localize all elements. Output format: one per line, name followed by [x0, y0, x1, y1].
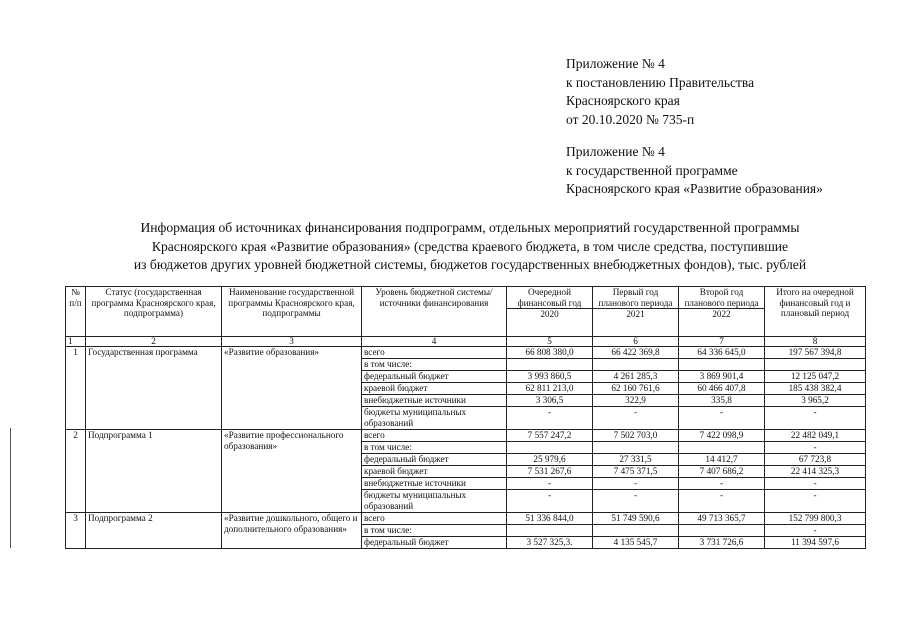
appendix-1-line-4: от 20.10.2020 № 735-п — [566, 111, 695, 127]
row-source: внебюджетные источники — [362, 478, 507, 490]
cell-year-3 — [679, 359, 765, 371]
cell-total: - — [765, 478, 866, 490]
column-index: 7 — [679, 337, 765, 347]
appendix-2-title: Приложение № 4 — [566, 144, 665, 159]
column-index: 1 — [66, 337, 86, 347]
row-source: внебюджетные источники — [362, 395, 507, 407]
cell-year-3: 335,8 — [679, 395, 765, 407]
header-year-3-label: Второй год планового периода — [684, 287, 759, 308]
row-source: всего — [362, 347, 507, 359]
header-year-1 — [507, 287, 593, 337]
cell-year-1 — [507, 525, 593, 537]
row-number: 3 — [66, 513, 86, 549]
cell-total: - — [765, 407, 866, 430]
row-source: краевой бюджет — [362, 383, 507, 395]
cell-total: 22 414 325,3 — [765, 466, 866, 478]
cell-total: 22 482 049,1 — [765, 430, 866, 442]
header-level: Уровень бюджетной системы/ источники финансирования — [362, 287, 507, 337]
cell-year-1: - — [507, 478, 593, 490]
title-line-2: Красноярского края «Развитие образования» (средства краевого бюджета, в том числе средства, поступившие — [151, 238, 789, 254]
row-status: Подпрограмма 1 — [86, 430, 222, 513]
row-source: федеральный бюджет — [362, 537, 507, 549]
cell-year-1: 7 557 247,2 — [507, 430, 593, 442]
cell-year-2: 7 502 703,0 — [593, 430, 679, 442]
cell-year-3: 7 407 686,2 — [679, 466, 765, 478]
cell-year-2: 51 749 590,6 — [593, 513, 679, 525]
row-name: «Развитие профессионального образования» — [222, 430, 362, 513]
header-status: Статус (государственная программа Красноярского края, подпрограмма) — [86, 287, 222, 337]
cell-year-1: 3 993 860,5 — [507, 371, 593, 383]
cell-total: 3 965,2 — [765, 395, 866, 407]
row-source: всего — [362, 513, 507, 525]
cell-year-2: 62 160 761,6 — [593, 383, 679, 395]
cell-year-2: - — [593, 407, 679, 430]
cell-year-3: 7 422 098,9 — [679, 430, 765, 442]
cell-year-1 — [507, 442, 593, 454]
table-row — [66, 513, 866, 525]
table-row — [66, 347, 866, 359]
cell-year-3 — [679, 525, 765, 537]
financing-table — [65, 286, 866, 549]
title-line-3: из бюджетов других уровней бюджетной системы, бюджетов государственных внебюджетных фондов), тыс. рублей — [133, 257, 807, 272]
cell-total: 67 723,8 — [765, 454, 866, 466]
cell-year-3: 60 466 407,8 — [679, 383, 765, 395]
cell-year-1: - — [507, 490, 593, 513]
cell-year-2 — [593, 525, 679, 537]
cell-year-3: 3 731 726,6 — [679, 537, 765, 549]
appendix-2-line-2: к государственной программе — [566, 162, 738, 178]
cell-total: - — [765, 525, 866, 537]
cell-year-3: 64 336 645,0 — [679, 347, 765, 359]
header-year-1-value: 2020 — [507, 308, 592, 320]
cell-total: 12 125 047,2 — [765, 371, 866, 383]
financing-table-body — [66, 347, 866, 549]
row-source: всего — [362, 430, 507, 442]
row-source: в том числе: — [362, 525, 507, 537]
cell-year-2: - — [593, 490, 679, 513]
cell-year-2: 4 261 285,3 — [593, 371, 679, 383]
column-index: 8 — [765, 337, 866, 347]
row-source: бюджеты муниципальных образований — [362, 407, 507, 430]
cell-year-2 — [593, 442, 679, 454]
column-index-row — [66, 337, 866, 347]
header-spacer — [566, 129, 823, 143]
cell-year-2: 66 422 369,8 — [593, 347, 679, 359]
cell-year-1: 7 531 267,6 — [507, 466, 593, 478]
appendix-1-line-2: к постановлению Правительства — [566, 74, 755, 90]
row-name: «Развитие образования» — [222, 347, 362, 430]
cell-year-1: 3 527 325,3. — [507, 537, 593, 549]
cell-year-1: 66 808 380,0 — [507, 347, 593, 359]
cell-year-3 — [679, 442, 765, 454]
row-source: краевой бюджет — [362, 466, 507, 478]
cell-year-3: - — [679, 490, 765, 513]
header-num: № п/п — [66, 287, 86, 337]
row-source: федеральный бюджет — [362, 371, 507, 383]
cell-year-1: 3 306,5 — [507, 395, 593, 407]
header-total: Итого на очередной финансовый год и плановый период — [765, 287, 866, 337]
cell-year-3: - — [679, 407, 765, 430]
cell-total: 185 438 382,4 — [765, 383, 866, 395]
row-name: «Развитие дошкольного, общего и дополнительного образования» — [222, 513, 362, 549]
cell-year-3: 14 412,7 — [679, 454, 765, 466]
cell-year-2 — [593, 359, 679, 371]
header-year-3 — [679, 287, 765, 337]
cell-total: - — [765, 490, 866, 513]
header-year-3-value: 2022 — [679, 308, 764, 320]
cell-year-3: 49 713 365,7 — [679, 513, 765, 525]
row-status: Подпрограмма 2 — [86, 513, 222, 549]
row-source: в том числе: — [362, 359, 507, 371]
cell-year-1: - — [507, 407, 593, 430]
cell-year-1: 51 336 844,0 — [507, 513, 593, 525]
row-number: 2 — [66, 430, 86, 513]
appendix-2-line-3: Красноярского края «Развитие образования» — [566, 181, 823, 196]
cell-year-2: 322,9 — [593, 395, 679, 407]
table-row — [66, 430, 866, 442]
column-index: 4 — [362, 337, 507, 347]
column-index: 6 — [593, 337, 679, 347]
cell-total — [765, 359, 866, 371]
cell-year-2: - — [593, 478, 679, 490]
document-title — [50, 219, 890, 275]
scan-edge-mark — [10, 428, 11, 548]
cell-year-3: - — [679, 478, 765, 490]
cell-total: 152 799 800,3 — [765, 513, 866, 525]
table-header-row — [66, 287, 866, 337]
appendix-1-line-3: Красноярского края — [566, 93, 680, 108]
appendix-header — [566, 55, 823, 199]
cell-year-2: 7 475 371,5 — [593, 466, 679, 478]
cell-year-2: 27 331,5 — [593, 454, 679, 466]
cell-year-1: 25 979,6 — [507, 454, 593, 466]
cell-year-1 — [507, 359, 593, 371]
cell-total: 11 394 597,6 — [765, 537, 866, 549]
row-source: федеральный бюджет — [362, 454, 507, 466]
cell-total: - — [765, 442, 866, 454]
row-status: Государственная программа — [86, 347, 222, 430]
cell-total: 197 567 394,8 — [765, 347, 866, 359]
header-name: Наименование государственной программы Красноярского края, подпрограммы — [222, 287, 362, 337]
cell-year-1: 62 811 213,0 — [507, 383, 593, 395]
title-line-1: Информация об источниках финансирования подпрограмм, отдельных мероприятий государственной программы — [140, 220, 800, 235]
appendix-1-title: Приложение № 4 — [566, 56, 665, 71]
row-source: в том числе: — [362, 442, 507, 454]
header-year-2-value: 2021 — [593, 308, 678, 320]
header-year-2-label: Первый год планового периода — [598, 287, 673, 308]
row-number: 1 — [66, 347, 86, 430]
cell-year-3: 3 869 901,4 — [679, 371, 765, 383]
column-index: 3 — [222, 337, 362, 347]
column-index: 5 — [507, 337, 593, 347]
header-year-2 — [593, 287, 679, 337]
cell-year-2: 4 135 545,7 — [593, 537, 679, 549]
column-index: 2 — [86, 337, 222, 347]
header-year-1-label: Очередной финансовый год — [517, 287, 582, 308]
row-source: бюджеты муниципальных образований — [362, 490, 507, 513]
